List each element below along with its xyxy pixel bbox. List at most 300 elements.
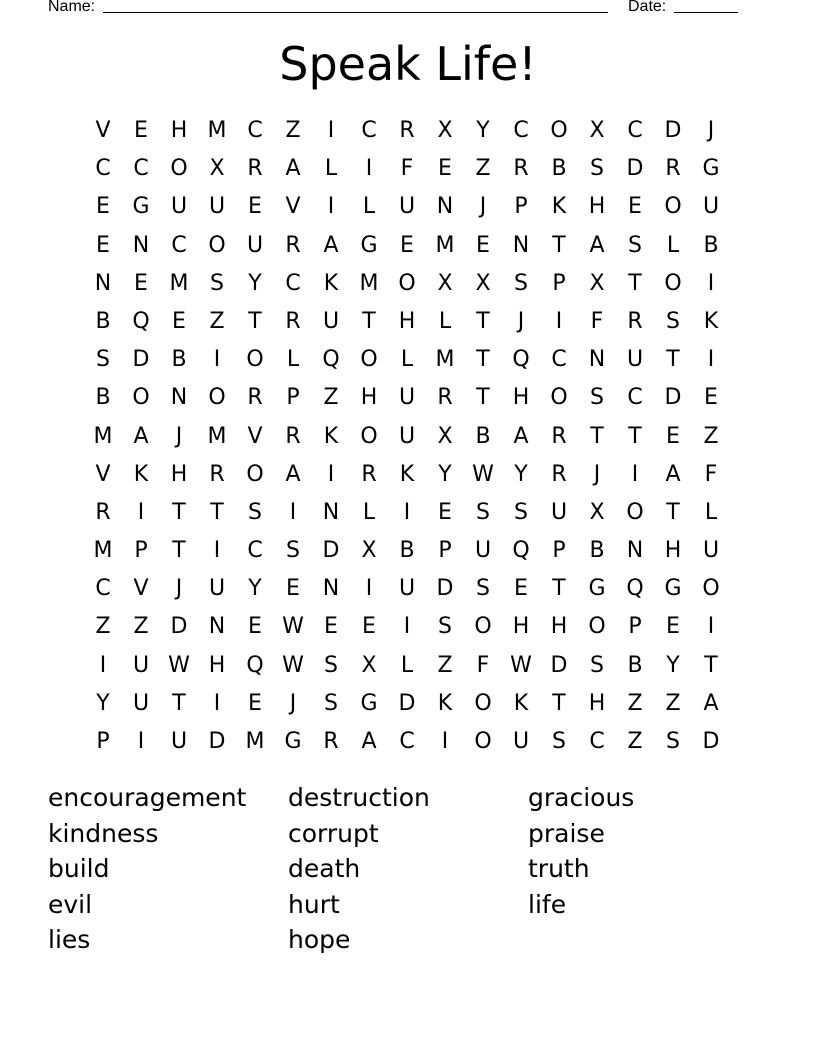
- grid-letter: M: [93, 423, 113, 449]
- grid-letter: E: [400, 232, 414, 258]
- grid-letter: B: [475, 423, 491, 449]
- grid-letter: T: [552, 690, 566, 716]
- grid-letter: A: [513, 423, 529, 449]
- grid-letter: G: [702, 156, 720, 182]
- grid-letter: U: [626, 347, 644, 373]
- grid-letter: Z: [285, 118, 301, 143]
- grid-row: [84, 188, 730, 226]
- grid-letter: L: [324, 156, 338, 182]
- grid-letter: R: [247, 385, 263, 411]
- grid-letter: M: [207, 118, 227, 143]
- grid-letter: I: [137, 499, 145, 525]
- grid-letter: J: [479, 194, 487, 220]
- grid-letter: X: [361, 538, 377, 564]
- grid-letter: B: [95, 308, 111, 334]
- grid-letter: N: [626, 538, 644, 564]
- grid-letter: T: [476, 308, 490, 334]
- grid-letter: J: [175, 423, 183, 449]
- grid-letter: X: [475, 270, 491, 296]
- grid-letter: F: [476, 652, 490, 678]
- grid-letter: X: [361, 652, 377, 678]
- grid-letter: L: [704, 499, 718, 525]
- grid-letter: R: [285, 232, 301, 258]
- grid-letter: A: [665, 461, 681, 487]
- grid-letter: D: [208, 729, 226, 754]
- grid-letter: O: [360, 423, 378, 449]
- grid-letter: L: [400, 347, 414, 373]
- grid-letter: M: [359, 270, 379, 296]
- grid-letter: M: [207, 423, 227, 449]
- grid-letter: Z: [209, 308, 225, 334]
- grid-letter: C: [247, 118, 263, 143]
- grid-letter: C: [133, 156, 149, 182]
- grid-letter: Y: [514, 461, 528, 487]
- word-list-item: kindness: [48, 818, 159, 848]
- grid-letter: S: [514, 499, 528, 525]
- grid-letter: E: [514, 576, 528, 602]
- grid-letter: V: [285, 194, 301, 220]
- grid-letter: R: [513, 156, 529, 182]
- grid-letter: D: [702, 729, 720, 754]
- grid-letter: C: [171, 232, 187, 258]
- grid-letter: N: [170, 385, 188, 411]
- grid-letter: M: [169, 270, 189, 296]
- grid-letter: I: [631, 461, 639, 487]
- grid-letter: G: [360, 690, 378, 716]
- letter-grid: [84, 112, 730, 761]
- grid-letter: E: [438, 499, 452, 525]
- grid-letter: H: [588, 194, 606, 220]
- name-date-line: [48, 0, 748, 18]
- grid-letter: C: [589, 729, 605, 754]
- grid-letter: J: [707, 118, 715, 143]
- grid-letter: M: [435, 232, 455, 258]
- grid-letter: U: [132, 652, 150, 678]
- grid-letter: B: [627, 652, 643, 678]
- word-list-item: gracious: [528, 783, 635, 812]
- grid-letter: W: [168, 652, 190, 678]
- grid-letter: E: [362, 614, 376, 640]
- grid-letter: H: [170, 118, 188, 143]
- grid-letter: P: [134, 538, 148, 564]
- grid-row: [84, 456, 730, 494]
- grid-letter: Z: [627, 690, 643, 716]
- grid-letter: T: [172, 690, 186, 716]
- grid-letter: B: [171, 347, 187, 373]
- grid-letter: T: [172, 538, 186, 564]
- word-list-item: life: [528, 889, 567, 919]
- grid-letter: I: [327, 461, 335, 487]
- grid-letter: G: [664, 576, 682, 602]
- grid-row: [84, 608, 730, 646]
- grid-letter: M: [93, 538, 113, 564]
- grid-letter: B: [589, 538, 605, 564]
- grid-letter: O: [626, 499, 644, 525]
- grid-letter: J: [517, 308, 525, 334]
- grid-letter: E: [666, 614, 680, 640]
- grid-letter: I: [403, 499, 411, 525]
- grid-letter: K: [133, 461, 149, 487]
- grid-letter: M: [245, 729, 265, 754]
- grid-letter: Q: [512, 538, 530, 564]
- grid-letter: U: [398, 576, 416, 602]
- grid-letter: U: [512, 729, 530, 754]
- grid-letter: S: [438, 614, 452, 640]
- grid-letter: U: [208, 194, 226, 220]
- word-column: [48, 780, 288, 958]
- grid-letter: T: [590, 423, 604, 449]
- grid-letter: U: [474, 538, 492, 564]
- grid-letter: N: [512, 232, 530, 258]
- grid-letter: R: [665, 156, 681, 182]
- grid-letter: F: [590, 308, 604, 334]
- grid-letter: E: [248, 194, 262, 220]
- grid-letter: X: [589, 270, 605, 296]
- grid-row: [84, 265, 730, 303]
- grid-letter: N: [94, 270, 112, 296]
- grid-letter: I: [555, 308, 563, 334]
- grid-letter: P: [96, 729, 110, 754]
- grid-letter: A: [361, 729, 377, 754]
- grid-letter: L: [400, 652, 414, 678]
- grid-letter: E: [248, 690, 262, 716]
- grid-letter: Y: [248, 270, 262, 296]
- grid-letter: R: [627, 308, 643, 334]
- grid-letter: I: [441, 729, 449, 754]
- word-list-item: corrupt: [288, 818, 379, 848]
- grid-letter: H: [588, 690, 606, 716]
- grid-letter: I: [365, 576, 373, 602]
- grid-letter: I: [365, 156, 373, 182]
- grid-letter: S: [324, 652, 338, 678]
- grid-letter: O: [588, 614, 606, 640]
- grid-letter: R: [361, 461, 377, 487]
- grid-letter: C: [247, 538, 263, 564]
- grid-letter: O: [208, 385, 226, 411]
- grid-letter: K: [513, 690, 529, 716]
- word-list-item: build: [48, 854, 110, 884]
- grid-letter: T: [666, 347, 680, 373]
- grid-letter: C: [627, 385, 643, 411]
- grid-letter: R: [399, 118, 415, 143]
- grid-letter: T: [666, 499, 680, 525]
- grid-letter: Q: [322, 347, 340, 373]
- grid-letter: K: [323, 270, 339, 296]
- grid-letter: B: [551, 156, 567, 182]
- grid-letter: T: [552, 576, 566, 602]
- grid-letter: H: [512, 614, 530, 640]
- grid-letter: A: [285, 461, 301, 487]
- name-field[interactable]: [103, 12, 608, 13]
- grid-letter: O: [246, 347, 264, 373]
- grid-letter: I: [213, 347, 221, 373]
- grid-letter: X: [209, 156, 225, 182]
- grid-letter: T: [628, 270, 642, 296]
- grid-letter: Z: [437, 652, 453, 678]
- grid-letter: P: [286, 385, 300, 411]
- grid-letter: B: [399, 538, 415, 564]
- grid-letter: T: [248, 308, 262, 334]
- grid-row: [84, 532, 730, 570]
- grid-letter: R: [551, 423, 567, 449]
- grid-row: [84, 685, 730, 723]
- grid-letter: D: [132, 347, 150, 373]
- grid-letter: O: [664, 194, 682, 220]
- word-column: [528, 780, 768, 922]
- word-list-item: encouragement: [48, 783, 247, 812]
- grid-letter: H: [550, 614, 568, 640]
- grid-letter: D: [550, 652, 568, 678]
- grid-letter: L: [286, 347, 300, 373]
- grid-row: [84, 150, 730, 188]
- word-list-item: lies: [48, 925, 91, 955]
- grid-letter: L: [666, 232, 680, 258]
- grid-letter: M: [435, 347, 455, 373]
- grid-letter: E: [324, 614, 338, 640]
- grid-row: [84, 341, 730, 379]
- grid-letter: U: [550, 499, 568, 525]
- grid-letter: U: [208, 576, 226, 602]
- date-field[interactable]: [674, 12, 738, 13]
- grid-letter: K: [323, 423, 339, 449]
- grid-letter: Z: [95, 614, 111, 640]
- grid-letter: X: [437, 423, 453, 449]
- grid-letter: S: [514, 270, 528, 296]
- grid-letter: E: [96, 232, 110, 258]
- grid-letter: G: [588, 576, 606, 602]
- grid-letter: Q: [626, 576, 644, 602]
- grid-letter: A: [703, 690, 719, 716]
- grid-letter: E: [96, 194, 110, 220]
- grid-letter: S: [590, 652, 604, 678]
- grid-letter: A: [589, 232, 605, 258]
- grid-letter: Q: [246, 652, 264, 678]
- word-list-item: hurt: [288, 889, 340, 919]
- grid-letter: V: [247, 423, 263, 449]
- grid-letter: Z: [703, 423, 719, 449]
- grid-row: [84, 379, 730, 417]
- grid-row: [84, 570, 730, 608]
- grid-letter: K: [399, 461, 415, 487]
- grid-letter: I: [213, 538, 221, 564]
- grid-letter: X: [589, 499, 605, 525]
- grid-row: [84, 303, 730, 341]
- grid-letter: I: [327, 194, 335, 220]
- word-list-item: truth: [528, 854, 590, 884]
- grid-letter: A: [133, 423, 149, 449]
- grid-row: [84, 418, 730, 456]
- grid-row: [84, 647, 730, 685]
- grid-letter: Y: [476, 118, 490, 143]
- grid-letter: O: [550, 385, 568, 411]
- word-column: [288, 780, 528, 958]
- grid-letter: I: [327, 118, 335, 143]
- grid-letter: U: [398, 423, 416, 449]
- name-label: Name:: [48, 0, 96, 15]
- grid-letter: E: [172, 308, 186, 334]
- grid-letter: O: [170, 156, 188, 182]
- grid-letter: R: [437, 385, 453, 411]
- grid-letter: N: [132, 232, 150, 258]
- grid-letter: H: [208, 652, 226, 678]
- grid-letter: R: [285, 423, 301, 449]
- grid-letter: L: [362, 194, 376, 220]
- grid-letter: N: [436, 194, 454, 220]
- grid-letter: I: [137, 729, 145, 754]
- grid-letter: U: [322, 308, 340, 334]
- grid-letter: C: [95, 576, 111, 602]
- grid-letter: S: [210, 270, 224, 296]
- grid-letter: W: [472, 461, 494, 487]
- grid-letter: Q: [132, 308, 150, 334]
- grid-letter: K: [703, 308, 719, 334]
- grid-letter: S: [552, 729, 566, 754]
- grid-letter: A: [285, 156, 301, 182]
- grid-letter: C: [399, 729, 415, 754]
- grid-letter: P: [552, 538, 566, 564]
- grid-letter: Y: [666, 652, 680, 678]
- word-list-item: evil: [48, 889, 93, 919]
- grid-letter: Y: [96, 690, 110, 716]
- grid-letter: O: [246, 461, 264, 487]
- grid-letter: R: [209, 461, 225, 487]
- grid-letter: D: [398, 690, 416, 716]
- grid-letter: X: [437, 270, 453, 296]
- grid-letter: I: [707, 270, 715, 296]
- grid-letter: W: [510, 652, 532, 678]
- grid-letter: T: [476, 385, 490, 411]
- grid-letter: Z: [627, 729, 643, 754]
- grid-letter: U: [246, 232, 264, 258]
- grid-letter: D: [436, 576, 454, 602]
- grid-letter: S: [324, 690, 338, 716]
- word-list-item: death: [288, 854, 361, 884]
- grid-letter: E: [704, 385, 718, 411]
- grid-letter: E: [666, 423, 680, 449]
- grid-letter: S: [590, 156, 604, 182]
- grid-letter: D: [626, 156, 644, 182]
- grid-letter: S: [666, 308, 680, 334]
- grid-letter: W: [282, 652, 304, 678]
- grid-letter: F: [400, 156, 414, 182]
- grid-letter: C: [285, 270, 301, 296]
- grid-letter: O: [550, 118, 568, 143]
- grid-letter: V: [95, 118, 111, 143]
- grid-letter: C: [551, 347, 567, 373]
- grid-letter: U: [170, 729, 188, 754]
- grid-letter: R: [247, 156, 263, 182]
- grid-letter: C: [361, 118, 377, 143]
- grid-letter: U: [170, 194, 188, 220]
- grid-letter: Y: [438, 461, 452, 487]
- grid-letter: R: [285, 308, 301, 334]
- grid-letter: Z: [475, 156, 491, 182]
- grid-letter: S: [628, 232, 642, 258]
- grid-letter: L: [362, 499, 376, 525]
- grid-letter: O: [664, 270, 682, 296]
- grid-letter: E: [476, 232, 490, 258]
- grid-letter: T: [476, 347, 490, 373]
- grid-letter: T: [552, 232, 566, 258]
- page-title: Speak Life!: [279, 37, 537, 91]
- grid-row: [84, 227, 730, 265]
- grid-letter: I: [99, 652, 107, 678]
- grid-letter: D: [170, 614, 188, 640]
- grid-letter: T: [704, 652, 718, 678]
- grid-letter: O: [132, 385, 150, 411]
- grid-letter: T: [172, 499, 186, 525]
- grid-letter: W: [282, 614, 304, 640]
- grid-letter: J: [175, 576, 183, 602]
- grid-row: [84, 112, 730, 150]
- grid-letter: T: [362, 308, 376, 334]
- grid-letter: P: [438, 538, 452, 564]
- grid-letter: I: [707, 347, 715, 373]
- word-list-item: destruction: [288, 783, 430, 812]
- grid-letter: Q: [512, 347, 530, 373]
- grid-letter: N: [208, 614, 226, 640]
- grid-letter: G: [360, 232, 378, 258]
- grid-letter: O: [360, 347, 378, 373]
- grid-letter: S: [286, 538, 300, 564]
- grid-letter: U: [398, 385, 416, 411]
- grid-letter: T: [628, 423, 642, 449]
- grid-letter: P: [628, 614, 642, 640]
- grid-letter: N: [322, 499, 340, 525]
- grid-letter: I: [289, 499, 297, 525]
- grid-letter: Z: [323, 385, 339, 411]
- grid-letter: O: [474, 614, 492, 640]
- grid-letter: E: [248, 614, 262, 640]
- grid-letter: S: [590, 385, 604, 411]
- grid-letter: Z: [133, 614, 149, 640]
- grid-letter: N: [322, 576, 340, 602]
- grid-letter: J: [593, 461, 601, 487]
- grid-letter: S: [96, 347, 110, 373]
- grid-letter: U: [132, 690, 150, 716]
- grid-letter: Y: [248, 576, 262, 602]
- grid-letter: J: [289, 690, 297, 716]
- grid-letter: E: [628, 194, 642, 220]
- word-list-item: hope: [288, 925, 351, 955]
- grid-letter: O: [398, 270, 416, 296]
- grid-letter: X: [437, 118, 453, 143]
- grid-letter: P: [514, 194, 528, 220]
- grid-letter: N: [588, 347, 606, 373]
- grid-letter: H: [512, 385, 530, 411]
- grid-letter: C: [627, 118, 643, 143]
- grid-letter: V: [95, 461, 111, 487]
- grid-row: [84, 494, 730, 532]
- grid-letter: S: [476, 576, 490, 602]
- grid-letter: H: [170, 461, 188, 487]
- grid-letter: C: [95, 156, 111, 182]
- grid-letter: O: [474, 729, 492, 754]
- grid-letter: E: [134, 118, 148, 143]
- grid-letter: B: [95, 385, 111, 411]
- grid-letter: U: [702, 194, 720, 220]
- grid-letter: V: [133, 576, 149, 602]
- grid-letter: E: [438, 156, 452, 182]
- grid-letter: I: [403, 614, 411, 640]
- grid-letter: G: [284, 729, 302, 754]
- grid-letter: K: [551, 194, 567, 220]
- grid-letter: G: [132, 194, 150, 220]
- grid-letter: D: [664, 118, 682, 143]
- word-list-item: praise: [528, 818, 605, 848]
- grid-letter: S: [476, 499, 490, 525]
- grid-letter: R: [551, 461, 567, 487]
